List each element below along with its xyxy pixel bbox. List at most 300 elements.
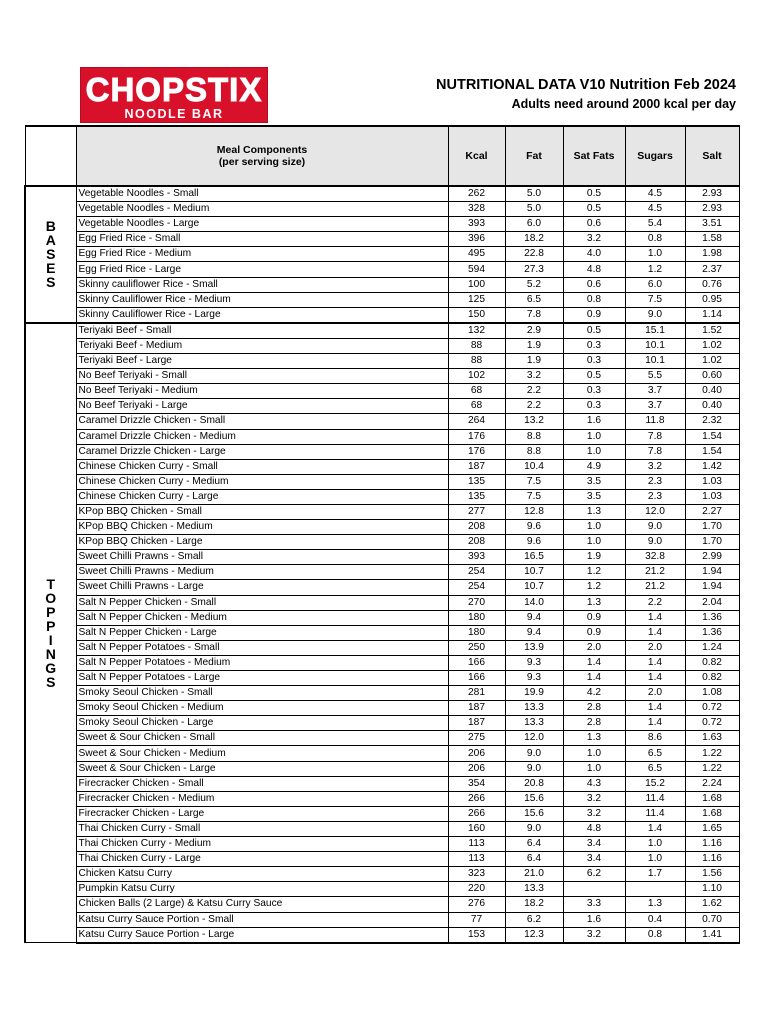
cell-salt: 2.24 bbox=[685, 776, 739, 791]
cell-sat-fats: 1.3 bbox=[563, 504, 625, 519]
cell-component: Sweet & Sour Chicken - Small bbox=[76, 731, 448, 746]
table-row bbox=[25, 504, 739, 519]
cell-salt: 2.32 bbox=[685, 414, 739, 429]
cell-salt: 1.03 bbox=[685, 489, 739, 504]
table-row bbox=[25, 655, 739, 670]
cell-component: Katsu Curry Sauce Portion - Small bbox=[76, 912, 448, 927]
cell-sugars: 6.5 bbox=[625, 746, 685, 761]
cell-sugars: 11.8 bbox=[625, 414, 685, 429]
table-row bbox=[25, 776, 739, 791]
cell-kcal: 393 bbox=[448, 550, 505, 565]
table-row bbox=[25, 399, 739, 414]
table-row bbox=[25, 595, 739, 610]
cell-sat-fats: 1.0 bbox=[563, 761, 625, 776]
cell-fat: 12.3 bbox=[505, 927, 563, 943]
cell-component: Chinese Chicken Curry - Small bbox=[76, 459, 448, 474]
table-row bbox=[25, 852, 739, 867]
cell-kcal: 113 bbox=[448, 852, 505, 867]
cell-sat-fats: 0.3 bbox=[563, 384, 625, 399]
cell-sugars: 11.4 bbox=[625, 791, 685, 806]
page-title: NUTRITIONAL DATA V10 Nutrition Feb 2024 bbox=[436, 77, 736, 93]
cell-sugars: 9.0 bbox=[625, 535, 685, 550]
cell-kcal: 220 bbox=[448, 882, 505, 897]
cell-component: No Beef Teriyaki - Large bbox=[76, 399, 448, 414]
cell-salt: 2.04 bbox=[685, 595, 739, 610]
cell-salt: 2.27 bbox=[685, 504, 739, 519]
cell-sat-fats: 4.9 bbox=[563, 459, 625, 474]
cell-salt: 0.82 bbox=[685, 655, 739, 670]
cell-fat: 6.4 bbox=[505, 837, 563, 852]
header-kcal: Kcal bbox=[448, 126, 505, 186]
cell-fat: 15.6 bbox=[505, 806, 563, 821]
chopstix-logo bbox=[80, 67, 268, 123]
header-sugars: Sugars bbox=[625, 126, 685, 186]
cell-sat-fats: 4.0 bbox=[563, 247, 625, 262]
table-row bbox=[25, 384, 739, 399]
cell-fat: 2.2 bbox=[505, 399, 563, 414]
cell-component: Teriyaki Beef - Large bbox=[76, 354, 448, 369]
table-row bbox=[25, 186, 739, 202]
cell-sat-fats: 0.5 bbox=[563, 186, 625, 202]
cell-fat: 16.5 bbox=[505, 550, 563, 565]
cell-salt: 1.98 bbox=[685, 247, 739, 262]
table-header-row bbox=[25, 126, 739, 186]
table-row bbox=[25, 625, 739, 640]
cell-sugars: 4.5 bbox=[625, 186, 685, 202]
group-letter: P bbox=[46, 618, 56, 635]
cell-fat: 3.2 bbox=[505, 369, 563, 384]
cell-component: Thai Chicken Curry - Large bbox=[76, 852, 448, 867]
table-row bbox=[25, 262, 739, 277]
cell-kcal: 270 bbox=[448, 595, 505, 610]
cell-salt: 1.02 bbox=[685, 354, 739, 369]
cell-component: Smoky Seoul Chicken - Large bbox=[76, 716, 448, 731]
cell-kcal: 88 bbox=[448, 354, 505, 369]
header-meal-components-line2: (per serving size) bbox=[218, 156, 306, 168]
cell-component: Caramel Drizzle Chicken - Large bbox=[76, 444, 448, 459]
cell-salt: 1.42 bbox=[685, 459, 739, 474]
group-letter: O bbox=[45, 590, 57, 607]
group-letter: B bbox=[45, 218, 56, 235]
cell-sugars: 7.5 bbox=[625, 292, 685, 307]
cell-component: Sweet Chilli Prawns - Small bbox=[76, 550, 448, 565]
cell-salt: 1.56 bbox=[685, 867, 739, 882]
table-row bbox=[25, 731, 739, 746]
cell-sugars: 1.4 bbox=[625, 716, 685, 731]
cell-component: Caramel Drizzle Chicken - Small bbox=[76, 414, 448, 429]
cell-component: Egg Fried Rice - Medium bbox=[76, 247, 448, 262]
cell-kcal: 206 bbox=[448, 761, 505, 776]
cell-salt: 0.72 bbox=[685, 701, 739, 716]
cell-sat-fats: 1.2 bbox=[563, 580, 625, 595]
cell-fat: 13.3 bbox=[505, 716, 563, 731]
cell-component: Egg Fried Rice - Small bbox=[76, 232, 448, 247]
cell-salt: 1.36 bbox=[685, 625, 739, 640]
cell-component: Thai Chicken Curry - Small bbox=[76, 821, 448, 836]
cell-kcal: 264 bbox=[448, 414, 505, 429]
cell-fat: 15.6 bbox=[505, 791, 563, 806]
cell-salt: 1.02 bbox=[685, 338, 739, 353]
table-row bbox=[25, 821, 739, 836]
table-row bbox=[25, 897, 739, 912]
cell-kcal: 187 bbox=[448, 716, 505, 731]
cell-kcal: 135 bbox=[448, 474, 505, 489]
cell-sat-fats: 0.6 bbox=[563, 277, 625, 292]
cell-salt: 1.52 bbox=[685, 323, 739, 339]
cell-kcal: 208 bbox=[448, 520, 505, 535]
cell-fat: 5.0 bbox=[505, 202, 563, 217]
cell-sat-fats: 2.8 bbox=[563, 701, 625, 716]
cell-sat-fats: 1.0 bbox=[563, 444, 625, 459]
table-row bbox=[25, 927, 739, 943]
cell-sugars: 1.7 bbox=[625, 867, 685, 882]
cell-sugars: 11.4 bbox=[625, 806, 685, 821]
cell-kcal: 160 bbox=[448, 821, 505, 836]
table-row bbox=[25, 761, 739, 776]
cell-sugars: 0.4 bbox=[625, 912, 685, 927]
cell-fat: 21.0 bbox=[505, 867, 563, 882]
cell-component: Firecracker Chicken - Small bbox=[76, 776, 448, 791]
cell-fat: 20.8 bbox=[505, 776, 563, 791]
cell-sat-fats: 0.9 bbox=[563, 307, 625, 323]
table-row bbox=[25, 323, 739, 339]
cell-kcal: 208 bbox=[448, 535, 505, 550]
cell-component: Pumpkin Katsu Curry bbox=[76, 882, 448, 897]
cell-salt: 1.54 bbox=[685, 444, 739, 459]
cell-sugars: 1.4 bbox=[625, 625, 685, 640]
cell-kcal: 275 bbox=[448, 731, 505, 746]
cell-kcal: 266 bbox=[448, 791, 505, 806]
table-row bbox=[25, 232, 739, 247]
cell-sugars: 21.2 bbox=[625, 580, 685, 595]
cell-sat-fats: 1.4 bbox=[563, 671, 625, 686]
cell-salt: 2.93 bbox=[685, 186, 739, 202]
cell-sugars: 3.2 bbox=[625, 459, 685, 474]
table-row bbox=[25, 671, 739, 686]
table-row bbox=[25, 277, 739, 292]
cell-fat: 14.0 bbox=[505, 595, 563, 610]
cell-salt: 1.36 bbox=[685, 610, 739, 625]
table-row bbox=[25, 217, 739, 232]
cell-fat: 9.3 bbox=[505, 655, 563, 670]
table-row bbox=[25, 806, 739, 821]
cell-sat-fats: 1.3 bbox=[563, 595, 625, 610]
cell-sat-fats: 0.3 bbox=[563, 354, 625, 369]
cell-sat-fats: 1.0 bbox=[563, 746, 625, 761]
cell-fat: 8.8 bbox=[505, 429, 563, 444]
cell-kcal: 180 bbox=[448, 625, 505, 640]
group-letter: E bbox=[46, 260, 56, 277]
cell-sat-fats: 1.9 bbox=[563, 550, 625, 565]
cell-sat-fats: 1.0 bbox=[563, 520, 625, 535]
cell-component: Skinny cauliflower Rice - Small bbox=[76, 277, 448, 292]
cell-sat-fats: 2.0 bbox=[563, 640, 625, 655]
cell-fat: 7.8 bbox=[505, 307, 563, 323]
cell-sugars: 7.8 bbox=[625, 444, 685, 459]
cell-sat-fats: 0.5 bbox=[563, 202, 625, 217]
cell-kcal: 68 bbox=[448, 399, 505, 414]
cell-fat: 27.3 bbox=[505, 262, 563, 277]
cell-kcal: 180 bbox=[448, 610, 505, 625]
group-letter: S bbox=[46, 246, 56, 263]
cell-sugars: 10.1 bbox=[625, 338, 685, 353]
cell-sugars: 32.8 bbox=[625, 550, 685, 565]
cell-kcal: 281 bbox=[448, 686, 505, 701]
cell-kcal: 102 bbox=[448, 369, 505, 384]
page-subtitle: Adults need around 2000 kcal per day bbox=[511, 97, 736, 111]
cell-component: Smoky Seoul Chicken - Medium bbox=[76, 701, 448, 716]
table-row bbox=[25, 292, 739, 307]
cell-component: Sweet & Sour Chicken - Large bbox=[76, 761, 448, 776]
cell-kcal: 176 bbox=[448, 444, 505, 459]
logo-wordmark: CHOPSTIX bbox=[85, 71, 263, 108]
cell-salt: 1.22 bbox=[685, 746, 739, 761]
cell-component: Salt N Pepper Potatoes - Large bbox=[76, 671, 448, 686]
cell-salt: 1.94 bbox=[685, 580, 739, 595]
cell-component: Vegetable Noodles - Medium bbox=[76, 202, 448, 217]
cell-sat-fats: 2.8 bbox=[563, 716, 625, 731]
table-row bbox=[25, 444, 739, 459]
cell-sat-fats: 0.5 bbox=[563, 323, 625, 339]
cell-kcal: 250 bbox=[448, 640, 505, 655]
cell-fat: 2.9 bbox=[505, 323, 563, 339]
cell-sugars: 15.2 bbox=[625, 776, 685, 791]
table-row bbox=[25, 520, 739, 535]
cell-kcal: 262 bbox=[448, 186, 505, 202]
cell-component: Caramel Drizzle Chicken - Medium bbox=[76, 429, 448, 444]
cell-fat: 5.2 bbox=[505, 277, 563, 292]
cell-sat-fats: 3.5 bbox=[563, 489, 625, 504]
cell-sat-fats: 6.2 bbox=[563, 867, 625, 882]
cell-fat: 9.3 bbox=[505, 671, 563, 686]
cell-salt: 1.41 bbox=[685, 927, 739, 943]
cell-fat: 8.8 bbox=[505, 444, 563, 459]
cell-salt: 0.70 bbox=[685, 912, 739, 927]
group-letter: T bbox=[46, 576, 56, 593]
cell-component: Sweet Chilli Prawns - Medium bbox=[76, 565, 448, 580]
cell-salt: 2.93 bbox=[685, 202, 739, 217]
cell-component: Salt N Pepper Potatoes - Medium bbox=[76, 655, 448, 670]
cell-kcal: 132 bbox=[448, 323, 505, 339]
cell-salt: 1.54 bbox=[685, 429, 739, 444]
cell-kcal: 88 bbox=[448, 338, 505, 353]
cell-sugars: 5.4 bbox=[625, 217, 685, 232]
table-row bbox=[25, 912, 739, 927]
cell-kcal: 68 bbox=[448, 384, 505, 399]
cell-salt: 0.72 bbox=[685, 716, 739, 731]
cell-salt: 1.16 bbox=[685, 837, 739, 852]
cell-salt: 3.51 bbox=[685, 217, 739, 232]
cell-sugars: 9.0 bbox=[625, 307, 685, 323]
table-row bbox=[25, 882, 739, 897]
cell-sugars: 1.4 bbox=[625, 701, 685, 716]
cell-component: Chicken Balls (2 Large) & Katsu Curry Sauce bbox=[76, 897, 448, 912]
group-label bbox=[25, 186, 76, 323]
table-row bbox=[25, 791, 739, 806]
cell-component: Firecracker Chicken - Medium bbox=[76, 791, 448, 806]
cell-fat: 6.4 bbox=[505, 852, 563, 867]
cell-sat-fats: 0.5 bbox=[563, 369, 625, 384]
cell-sugars: 6.5 bbox=[625, 761, 685, 776]
cell-sat-fats: 0.6 bbox=[563, 217, 625, 232]
cell-fat: 12.8 bbox=[505, 504, 563, 519]
group-letter: S bbox=[46, 274, 56, 291]
table-row bbox=[25, 459, 739, 474]
cell-sat-fats: 1.6 bbox=[563, 912, 625, 927]
header-meal-components-line1: Meal Components bbox=[216, 144, 308, 156]
cell-component: No Beef Teriyaki - Small bbox=[76, 369, 448, 384]
cell-salt: 1.62 bbox=[685, 897, 739, 912]
logo-tagline: NOODLE BAR bbox=[124, 107, 224, 121]
cell-salt: 0.95 bbox=[685, 292, 739, 307]
cell-sat-fats: 0.3 bbox=[563, 338, 625, 353]
cell-fat: 13.9 bbox=[505, 640, 563, 655]
cell-salt: 1.22 bbox=[685, 761, 739, 776]
cell-component: Vegetable Noodles - Large bbox=[76, 217, 448, 232]
table-row bbox=[25, 354, 739, 369]
cell-component: Egg Fried Rice - Large bbox=[76, 262, 448, 277]
cell-kcal: 150 bbox=[448, 307, 505, 323]
table-row bbox=[25, 414, 739, 429]
cell-sat-fats: 3.4 bbox=[563, 852, 625, 867]
cell-sat-fats: 4.2 bbox=[563, 686, 625, 701]
cell-salt: 1.10 bbox=[685, 882, 739, 897]
table-row bbox=[25, 474, 739, 489]
cell-fat: 5.0 bbox=[505, 186, 563, 202]
cell-sugars: 8.6 bbox=[625, 731, 685, 746]
cell-kcal: 113 bbox=[448, 837, 505, 852]
cell-fat: 2.2 bbox=[505, 384, 563, 399]
cell-sat-fats: 3.2 bbox=[563, 927, 625, 943]
cell-sugars: 2.3 bbox=[625, 474, 685, 489]
cell-component: Smoky Seoul Chicken - Small bbox=[76, 686, 448, 701]
cell-kcal: 187 bbox=[448, 701, 505, 716]
cell-kcal: 495 bbox=[448, 247, 505, 262]
cell-component: KPop BBQ Chicken - Large bbox=[76, 535, 448, 550]
cell-sugars: 1.2 bbox=[625, 262, 685, 277]
cell-fat: 9.0 bbox=[505, 761, 563, 776]
cell-sugars: 12.0 bbox=[625, 504, 685, 519]
cell-sat-fats: 0.3 bbox=[563, 399, 625, 414]
table-row bbox=[25, 338, 739, 353]
cell-salt: 1.94 bbox=[685, 565, 739, 580]
table-row bbox=[25, 837, 739, 852]
cell-salt: 0.82 bbox=[685, 671, 739, 686]
cell-salt: 1.08 bbox=[685, 686, 739, 701]
cell-fat: 7.5 bbox=[505, 474, 563, 489]
cell-salt: 1.68 bbox=[685, 791, 739, 806]
cell-salt: 1.70 bbox=[685, 520, 739, 535]
cell-salt: 1.58 bbox=[685, 232, 739, 247]
cell-fat: 9.4 bbox=[505, 625, 563, 640]
cell-salt: 1.63 bbox=[685, 731, 739, 746]
cell-fat: 1.9 bbox=[505, 354, 563, 369]
cell-component: Thai Chicken Curry - Medium bbox=[76, 837, 448, 852]
cell-fat: 12.0 bbox=[505, 731, 563, 746]
table-row bbox=[25, 535, 739, 550]
group-letter: I bbox=[48, 632, 53, 649]
cell-sat-fats: 0.8 bbox=[563, 292, 625, 307]
group-label bbox=[25, 323, 76, 943]
cell-sat-fats: 3.2 bbox=[563, 806, 625, 821]
cell-kcal: 176 bbox=[448, 429, 505, 444]
cell-salt: 1.24 bbox=[685, 640, 739, 655]
cell-component: No Beef Teriyaki - Medium bbox=[76, 384, 448, 399]
cell-kcal: 323 bbox=[448, 867, 505, 882]
header-meal-components bbox=[76, 126, 448, 186]
cell-sugars: 1.0 bbox=[625, 837, 685, 852]
cell-fat: 6.2 bbox=[505, 912, 563, 927]
cell-sugars bbox=[625, 882, 685, 897]
cell-fat: 9.0 bbox=[505, 746, 563, 761]
cell-component: Vegetable Noodles - Small bbox=[76, 186, 448, 202]
cell-sugars: 3.7 bbox=[625, 384, 685, 399]
cell-kcal: 166 bbox=[448, 671, 505, 686]
table-row bbox=[25, 202, 739, 217]
cell-sugars: 1.4 bbox=[625, 821, 685, 836]
cell-sat-fats: 3.3 bbox=[563, 897, 625, 912]
cell-fat: 18.2 bbox=[505, 232, 563, 247]
cell-component: Katsu Curry Sauce Portion - Large bbox=[76, 927, 448, 943]
cell-sat-fats bbox=[563, 882, 625, 897]
cell-component: Salt N Pepper Chicken - Large bbox=[76, 625, 448, 640]
cell-kcal: 328 bbox=[448, 202, 505, 217]
cell-kcal: 77 bbox=[448, 912, 505, 927]
cell-sat-fats: 1.0 bbox=[563, 535, 625, 550]
cell-kcal: 254 bbox=[448, 565, 505, 580]
cell-sat-fats: 1.0 bbox=[563, 429, 625, 444]
cell-sat-fats: 0.9 bbox=[563, 610, 625, 625]
cell-kcal: 393 bbox=[448, 217, 505, 232]
cell-sugars: 1.0 bbox=[625, 247, 685, 262]
cell-sugars: 3.7 bbox=[625, 399, 685, 414]
group-letter: S bbox=[46, 674, 56, 691]
table-row bbox=[25, 369, 739, 384]
cell-fat: 1.9 bbox=[505, 338, 563, 353]
cell-sugars: 21.2 bbox=[625, 565, 685, 580]
table-row bbox=[25, 307, 739, 323]
cell-sugars: 1.3 bbox=[625, 897, 685, 912]
cell-sat-fats: 0.9 bbox=[563, 625, 625, 640]
cell-fat: 7.5 bbox=[505, 489, 563, 504]
cell-sugars: 1.4 bbox=[625, 655, 685, 670]
table-row bbox=[25, 565, 739, 580]
table-row bbox=[25, 701, 739, 716]
cell-component: Sweet Chilli Prawns - Large bbox=[76, 580, 448, 595]
cell-component: Skinny Cauliflower Rice - Large bbox=[76, 307, 448, 323]
cell-sugars: 10.1 bbox=[625, 354, 685, 369]
cell-component: Salt N Pepper Potatoes - Small bbox=[76, 640, 448, 655]
cell-fat: 22.8 bbox=[505, 247, 563, 262]
cell-component: Sweet & Sour Chicken - Medium bbox=[76, 746, 448, 761]
cell-salt: 0.40 bbox=[685, 399, 739, 414]
cell-sat-fats: 4.3 bbox=[563, 776, 625, 791]
nutrition-table bbox=[24, 125, 740, 944]
cell-sat-fats: 1.3 bbox=[563, 731, 625, 746]
cell-sat-fats: 3.4 bbox=[563, 837, 625, 852]
cell-fat: 6.5 bbox=[505, 292, 563, 307]
cell-sat-fats: 1.2 bbox=[563, 565, 625, 580]
cell-sat-fats: 1.4 bbox=[563, 655, 625, 670]
group-letter: P bbox=[46, 604, 56, 621]
cell-sugars: 2.0 bbox=[625, 640, 685, 655]
header-blank-cell bbox=[25, 126, 76, 186]
cell-sat-fats: 3.5 bbox=[563, 474, 625, 489]
cell-component: Chinese Chicken Curry - Large bbox=[76, 489, 448, 504]
cell-kcal: 206 bbox=[448, 746, 505, 761]
cell-component: KPop BBQ Chicken - Medium bbox=[76, 520, 448, 535]
cell-sat-fats: 3.2 bbox=[563, 232, 625, 247]
